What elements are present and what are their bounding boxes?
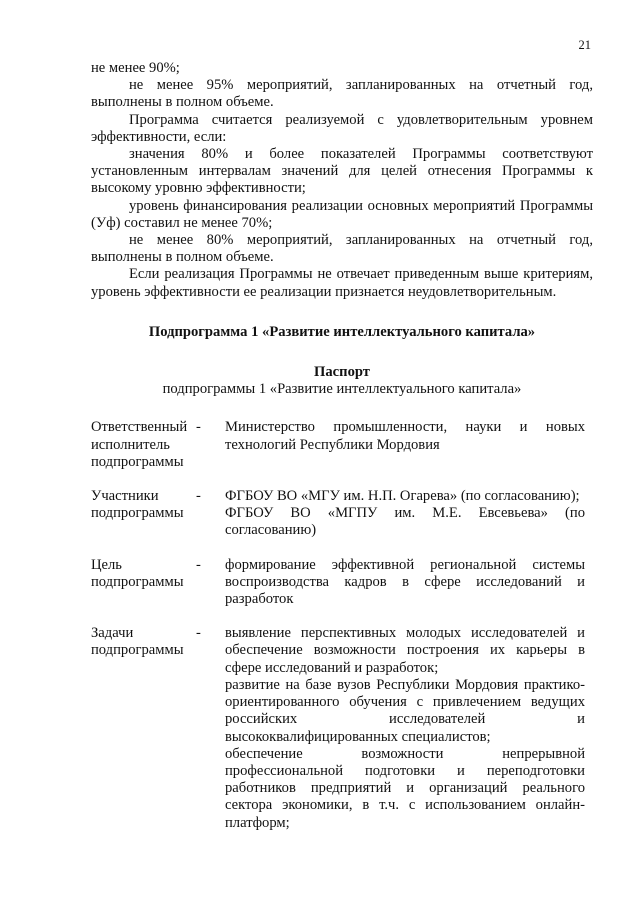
page-number: 21 (578, 38, 591, 52)
row-value-text: развитие на базе вузов Республики Мордовия практико-ориентированного обучения с привлечением ведущих российских исследователей и высококвалифицированных специалистов; (225, 676, 585, 745)
subprogram-heading: Подпрограмма 1 «Развитие интеллектуального капитала» (148, 323, 536, 340)
passport-row-goal (91, 557, 593, 609)
passport-row-responsible (91, 419, 593, 471)
row-dash: - (196, 419, 201, 436)
document-body (91, 60, 593, 832)
paragraph: не менее 90%; (91, 60, 180, 76)
row-value (225, 419, 585, 471)
row-value-text: обеспечение возможности непрерывной профессиональной подготовки и переподготовки работников предприятий и организаций реального сектора экономики, в т.ч. с использованием онлайн-платформ; (225, 745, 585, 831)
row-value (225, 625, 585, 831)
passport-row-tasks (91, 625, 593, 831)
row-value-text: ФГБОУ ВО «МГПУ им. М.Е. Евсевьева» (по согласованию) (225, 505, 585, 539)
row-label: Ответственный исполнитель подпрограммы (91, 419, 188, 470)
row-label: Задачи подпрограммы (91, 625, 184, 659)
passport-table (91, 419, 593, 831)
paragraph: не менее 95% мероприятий, запланированных на отчетный год, выполнены в полном объеме. (91, 77, 593, 111)
row-dash: - (196, 625, 201, 642)
row-value-text: формирование эффективной региональной системы воспроизводства кадров в сфере исследований и разработок (225, 556, 585, 608)
paragraph: значения 80% и более показателей Программы соответствуют установленным интервалам значений для целей отнесения Программы к высокому уровню эффективности; (91, 146, 593, 197)
paragraph: уровень финансирования реализации основных мероприятий Программы (Уф) составил не менее 70%; (91, 197, 593, 231)
passport-subtitle: подпрограммы 1 «Развитие интеллектуального капитала» (162, 381, 522, 398)
row-value (225, 557, 585, 609)
row-value (225, 488, 585, 540)
passport-row-participants (91, 488, 593, 540)
paragraph: не менее 80% мероприятий, запланированных на отчетный год, выполнены в полном объеме. (91, 232, 593, 266)
row-dash: - (196, 556, 201, 573)
row-value-text: Министерство промышленности, науки и новых технологий Республики Мордовия (225, 419, 585, 453)
row-dash: - (196, 488, 201, 505)
passport-title: Паспорт (314, 364, 370, 381)
paragraph: Если реализация Программы не отвечает приведенным выше критериям, уровень эффективности ее реализации признается неудовлетворительным. (91, 266, 593, 300)
row-value-text: выявление перспективных молодых исследователей и обеспечение возможности построения их карьеры в сфере исследований и разработок; (225, 625, 585, 676)
row-label: Участники подпрограммы (91, 488, 184, 522)
row-label: Цель подпрограммы (91, 556, 184, 590)
row-value-text: ФГБОУ ВО «МГУ им. Н.П. Огарева» (по согласованию); (225, 488, 580, 505)
paragraph: Программа считается реализуемой с удовлетворительным уровнем эффективности, если: (91, 111, 593, 145)
